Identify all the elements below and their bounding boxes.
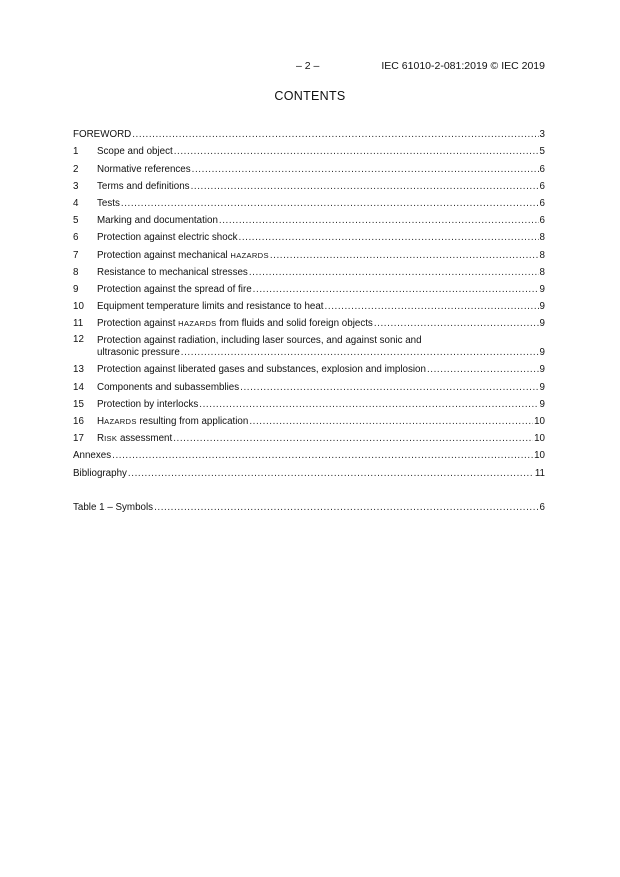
label-text: from fluids and solid foreign objects (216, 318, 373, 330)
toc-entry-number: 8 (73, 266, 79, 278)
toc-entry-clause-6[interactable] (73, 227, 545, 244)
toc-entry-label: Scope and object (97, 146, 173, 158)
toc-entry-number: 13 (73, 364, 84, 376)
toc-entry-page: 8 (539, 232, 545, 244)
toc-entry-page: 6 (539, 215, 545, 227)
toc-entry-page: 3 (539, 129, 545, 141)
dot-leader (132, 129, 538, 141)
toc-entry-label: Protection by interlocks (97, 398, 199, 410)
toc-entry-page: 11 (534, 467, 545, 479)
toc-entry-page: 6 (539, 163, 545, 175)
toc-entry-number: 11 (73, 318, 84, 330)
dot-leader (191, 181, 539, 193)
toc-entry-clause-9[interactable] (73, 279, 545, 296)
toc-entry-label: FOREWORD (73, 129, 132, 141)
toc-entry-label: Table 1 – Symbols (73, 501, 154, 513)
toc-entry-label: Equipment temperature limits and resistance to heat (97, 301, 324, 313)
dot-leader (249, 267, 539, 279)
toc-entry-clause-16[interactable] (73, 411, 545, 428)
toc-entry-clause-10[interactable] (73, 296, 545, 313)
toc-entry-number: 9 (73, 283, 79, 295)
small-caps-term: ISK (104, 434, 118, 444)
toc-entry-clause-4[interactable] (73, 193, 545, 210)
toc-entry-clause-11[interactable] (73, 313, 545, 330)
dot-leader (192, 164, 539, 176)
label-text: H (97, 416, 105, 427)
dot-leader (181, 347, 539, 359)
toc-entry-label: Marking and documentation (97, 215, 218, 227)
toc-entry-annexes[interactable] (73, 445, 545, 462)
dot-leader (253, 284, 539, 296)
toc-entry-label: Protection against electric shock (97, 232, 238, 244)
toc-entry-number: 10 (73, 301, 84, 313)
toc-entry-label: Terms and definitions (97, 180, 190, 192)
toc-entry-clause-14[interactable] (73, 376, 545, 393)
toc-entry-clause-7[interactable] (73, 244, 545, 261)
toc-entry-page: 6 (539, 501, 545, 513)
label-text: Protection against (97, 318, 179, 330)
contents-title: CONTENTS (274, 89, 346, 103)
toc-entry-number: 15 (73, 398, 84, 410)
dot-leader (427, 364, 539, 376)
dot-leader (154, 502, 538, 514)
dot-leader (325, 301, 539, 313)
dot-leader (174, 146, 539, 158)
toc-entry-page: 9 (539, 318, 545, 330)
toc-entry-page: 9 (539, 381, 545, 393)
standard-reference: IEC 61010-2-081:2019 © IEC 2019 (381, 60, 545, 72)
toc-entry-page: 9 (539, 347, 545, 359)
toc-entry-page: 8 (539, 249, 545, 261)
toc-entry-page: 10 (534, 433, 545, 445)
toc-entry-page: 6 (539, 180, 545, 192)
dot-leader (249, 416, 533, 428)
toc-entry-label: Annexes (73, 450, 112, 462)
toc-entry-page: 9 (539, 364, 545, 376)
page-header (0, 60, 620, 74)
toc-entry-clause-13[interactable] (73, 359, 545, 376)
toc-entry-number: 3 (73, 180, 79, 192)
dot-leader (199, 399, 538, 411)
label-text: resulting from application (136, 416, 249, 427)
toc-entry-clause-15[interactable] (73, 394, 545, 411)
toc-entry-clause-3[interactable] (73, 176, 545, 193)
section-spacer (73, 480, 545, 497)
toc-entry-label (97, 250, 269, 262)
toc-entry-number: 7 (73, 249, 79, 261)
toc-entry-label-line-2: ultrasonic pressure (97, 347, 180, 359)
dot-leader (128, 468, 534, 480)
table-of-contents (73, 124, 545, 514)
toc-entry-page: 9 (539, 301, 545, 313)
toc-entry-number: 12 (73, 334, 84, 346)
toc-entry-table-1[interactable] (73, 497, 545, 514)
toc-entry-number: 1 (73, 146, 79, 158)
toc-entry-number: 2 (73, 163, 79, 175)
label-text: Protection against mechanical (97, 249, 231, 261)
toc-entry-label: Components and subassemblies (97, 381, 240, 393)
dot-leader (121, 198, 539, 210)
toc-entry-foreword[interactable] (73, 124, 545, 141)
toc-entry-page: 9 (539, 283, 545, 295)
dot-leader (219, 215, 539, 227)
toc-entry-number: 6 (73, 232, 79, 244)
dot-leader (112, 450, 533, 462)
toc-entry-page: 10 (534, 416, 545, 427)
toc-entry-clause-5[interactable] (73, 210, 545, 227)
toc-entry-clause-17[interactable] (73, 428, 545, 445)
toc-entry-label-line-1: Protection against radiation, including laser sources, and against sonic and (97, 335, 422, 347)
toc-entry-label: Normative references (97, 163, 191, 175)
toc-entry-page: 5 (539, 146, 545, 158)
toc-entry-number: 14 (73, 381, 84, 393)
toc-entry-label (97, 416, 248, 428)
toc-entry-number: 5 (73, 215, 79, 227)
toc-entry-label: Resistance to mechanical stresses (97, 266, 248, 278)
dot-leader (239, 232, 539, 244)
small-caps-term: HAZARDS (178, 319, 217, 329)
toc-entry-label: Bibliography (73, 467, 127, 479)
toc-entry-clause-12[interactable] (73, 330, 545, 359)
toc-entry-label: Protection against liberated gases and substances, explosion and implosion (97, 364, 426, 376)
toc-entry-clause-2[interactable] (73, 158, 545, 175)
toc-entry-page: 8 (539, 266, 545, 278)
dot-leader (270, 250, 539, 262)
toc-entry-number: 4 (73, 197, 79, 209)
toc-entry-label (97, 318, 373, 330)
dot-leader (240, 382, 538, 394)
dot-leader (374, 318, 539, 330)
toc-entry-label: Tests (97, 197, 120, 209)
toc-entry-bibliography[interactable] (73, 462, 545, 479)
small-caps-term: HAZARDS (230, 250, 269, 260)
toc-entry-label: Protection against the spread of fire (97, 283, 252, 295)
small-caps-term: AZARDS (104, 417, 137, 426)
toc-entry-number: 17 (73, 433, 84, 445)
page-number: – 2 – (296, 60, 320, 72)
toc-entry-page: 9 (539, 398, 545, 410)
toc-entry-number: 16 (73, 416, 84, 427)
toc-entry-page: 10 (534, 450, 545, 462)
toc-entry-clause-8[interactable] (73, 262, 545, 279)
toc-entry-page: 6 (539, 197, 545, 209)
toc-entry-label (97, 433, 172, 445)
dot-leader (173, 433, 533, 445)
label-text: assessment (117, 433, 173, 445)
toc-entry-clause-1[interactable] (73, 141, 545, 158)
label-text: R (97, 433, 105, 445)
